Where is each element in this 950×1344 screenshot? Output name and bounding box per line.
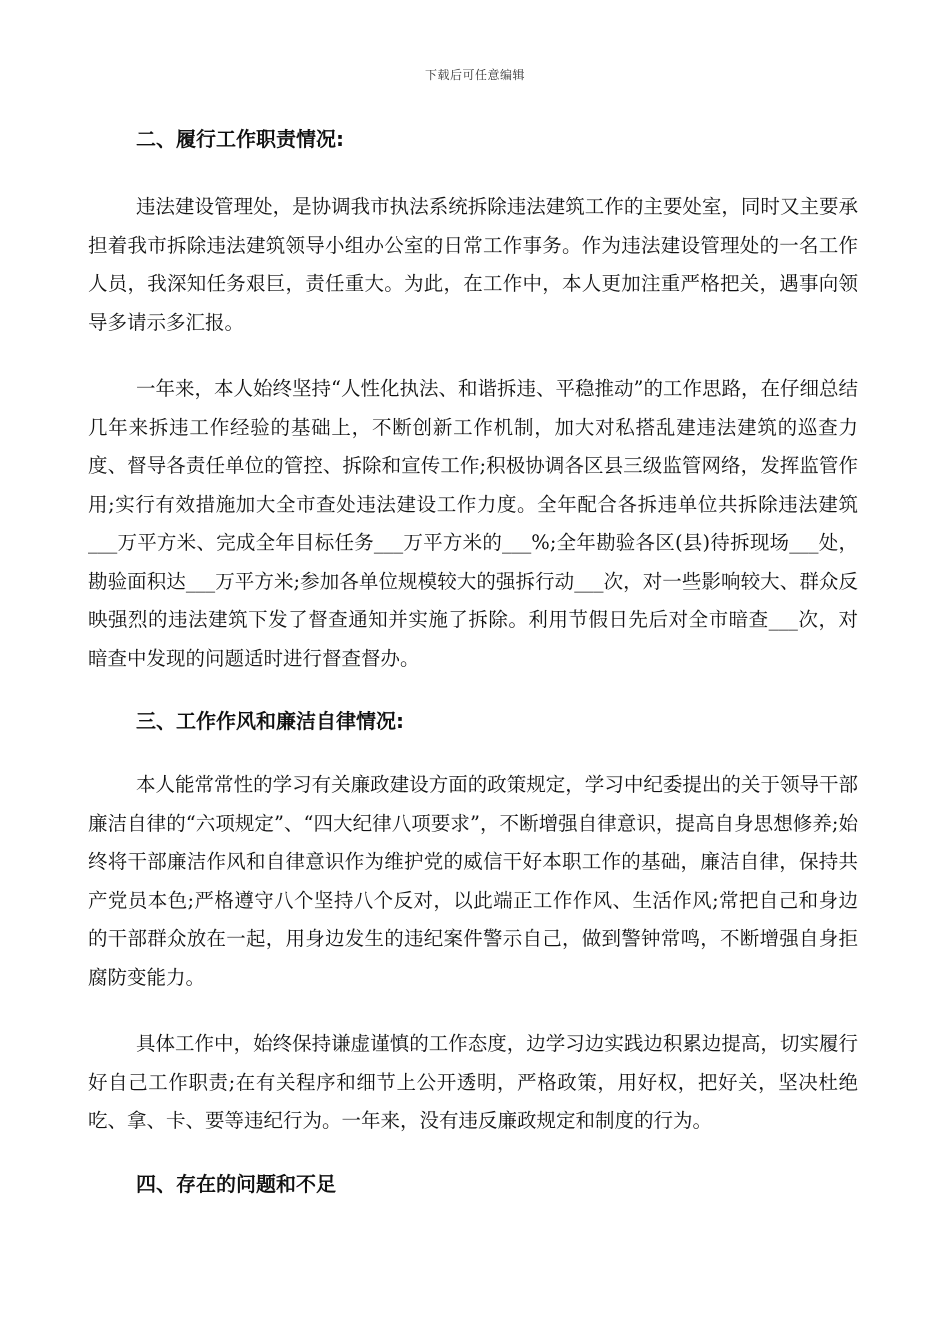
paragraph-duties-intro: 违法建设管理处，是协调我市执法系统拆除违法建筑工作的主要处室，同时又主要承担着我市拆除违法建筑领导小组办公室的日常工作事务。作为违法建设管理处的一名工作人员，我深知任务艰巨，责任重大。为此，在工作中，本人更加注重严格把关，遇事向领导多请示多汇报。 [88, 195, 858, 334]
header-note: 下载后可任意编辑 [424, 68, 525, 82]
section-heading-problems: 四、存在的问题和不足 [136, 1171, 336, 1196]
paragraph-duties-year-summary: 一年来，本人始终坚持“人性化执法、和谐拆违、平稳推动”的工作思路，在仔细总结几年来拆违工作经验的基础上，不断创新工作机制，加大对私搭乱建违法建筑的巡查力度、督导各责任单位的管控、拆除和宣传工作;积极协调各区县三级监管网络，发挥监管作用;实行有效措施加大全市查处违法建设工作力度。全年配合各拆违单位共拆除违法建筑___万平方米、完成全年目标任务___万平方米的___%;全年勘验各区(县)待拆现场___处，勘验面积达___万平方米;参加各单位规模较大的强拆行动___次，对一些影响较大、群众反映强烈的违法建筑下发了督查通知并实施了拆除。利用节假日先后对全市暗查___次，对暗查中发现的问题适时进行督查督办。 [88, 377, 858, 670]
section-heading-duties: 二、履行工作职责情况: [136, 127, 344, 151]
paragraph-conduct-work: 具体工作中，始终保持谦虚谨慎的工作态度，边学习边实践边积累边提高，切实履行好自己工作职责;在有关程序和细节上公开透明，严格政策，用好权，把好关，坚决杜绝吃、拿、卡、要等违纪行为。一年来，没有违反廉政规定和制度的行为。 [88, 1032, 858, 1132]
document-body [88, 124, 858, 1199]
section-heading-conduct: 三、工作作风和廉洁自律情况: [136, 709, 404, 733]
paragraph-conduct-study: 本人能常常性的学习有关廉政建设方面的政策规定，学习中纪委提出的关于领导干部廉洁自律的“六项规定”、“四大纪律八项要求”，不断增强自律意识，提高自身思想修养;始终将干部廉洁作风和自律意识作为维护党的威信干好本职工作的基础，廉洁自律，保持共产党员本色;严格遵守八个坚持八个反对，以此端正工作作风、生活作风;常把自己和身边的干部群众放在一起，用身边发生的违纪案件警示自己，做到警钟常鸣，不断增强自身拒腐防变能力。 [88, 773, 858, 989]
